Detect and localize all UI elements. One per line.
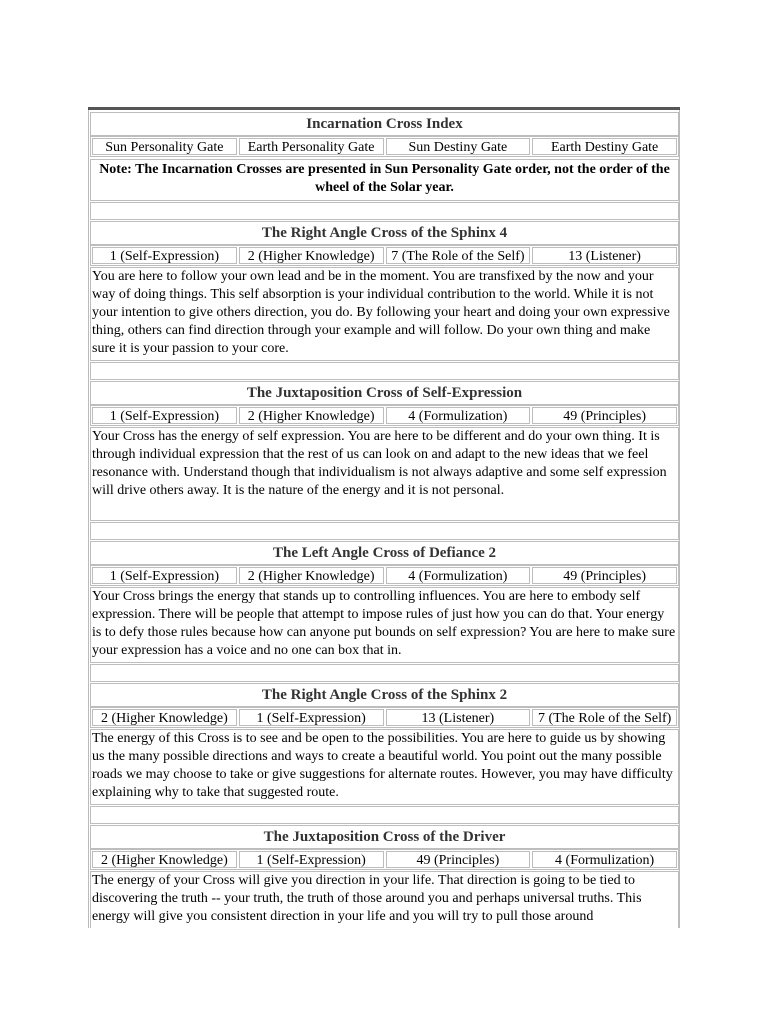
cross-title: The Left Angle Cross of Defiance 2 (90, 541, 679, 565)
cross-gates-row (90, 565, 679, 586)
column-earth-destiny-gate: Earth Destiny Gate (532, 138, 677, 155)
cross-gates-row (90, 849, 679, 870)
gate-cell: 4 (Formulization) (532, 851, 677, 868)
column-sun-personality-gate: Sun Personality Gate (92, 138, 237, 155)
gate-cell: 2 (Higher Knowledge) (92, 851, 237, 868)
gate-cell: 2 (Higher Knowledge) (239, 407, 384, 424)
cross-title: The Juxtaposition Cross of the Driver (90, 825, 679, 849)
spacer-row (90, 362, 679, 380)
gate-cell: 1 (Self-Expression) (92, 247, 237, 264)
gate-cell: 1 (Self-Expression) (239, 709, 384, 726)
index-note: Note: The Incarnation Crosses are presented in Sun Personality Gate order, not the order of the wheel of the Solar year. (90, 159, 679, 201)
column-earth-personality-gate: Earth Personality Gate (239, 138, 384, 155)
gate-cell: 2 (Higher Knowledge) (239, 247, 384, 264)
gate-cell: 49 (Principles) (386, 851, 531, 868)
spacer-row (90, 664, 679, 682)
cross-description: The energy of this Cross is to see and be open to the possibilities. You are here to guide us by showing us the many possible directions and ways to create a beautiful world. You point out the many possible roads we may choose to take or give suggestions for alternate routes. However, you may have difficulty explaining why to take that suggested route. (90, 729, 679, 805)
gate-cell: 13 (Listener) (386, 709, 531, 726)
gate-cell: 49 (Principles) (532, 407, 677, 424)
gate-cell: 1 (Self-Expression) (92, 567, 237, 584)
gate-cell: 1 (Self-Expression) (239, 851, 384, 868)
gate-cell: 49 (Principles) (532, 567, 677, 584)
index-columns-row (90, 136, 679, 157)
index-title: Incarnation Cross Index (90, 112, 679, 136)
column-sun-destiny-gate: Sun Destiny Gate (386, 138, 531, 155)
cross-title: The Juxtaposition Cross of Self-Expression (90, 381, 679, 405)
gate-cell: 7 (The Role of the Self) (532, 709, 677, 726)
cross-description: You are here to follow your own lead and be in the moment. You are transfixed by the now and your way of doing things. This self absorption is your individual contribution to the world. While it is not your intention to give others direction, you do. By following your heart and doing your own expressive thing, others can find direction through your example and will follow. Do your own thing and make sure it is your passion to your core. (90, 267, 679, 361)
cross-title: The Right Angle Cross of the Sphinx 2 (90, 683, 679, 707)
gate-cell: 1 (Self-Expression) (92, 407, 237, 424)
spacer-row (90, 522, 679, 540)
gate-cell: 4 (Formulization) (386, 407, 531, 424)
gate-cell: 2 (Higher Knowledge) (92, 709, 237, 726)
cross-description: The energy of your Cross will give you direction in your life. That direction is going to be tied to discovering the truth -- your truth, the truth of those around you and perhaps universal truths. This energy will give you consistent direction in your life and you will try to pull those around (90, 871, 679, 928)
cross-description: Your Cross brings the energy that stands up to controlling influences. You are here to embody self expression. There will be people that attempt to impose rules of just how you can do that. Your energy is to defy those rules because how can anyone put bounds on self expression? You are here to make sure your expression has a voice and no one can box that in. (90, 587, 679, 663)
spacer-row (90, 806, 679, 824)
cross-gates-row (90, 245, 679, 266)
cross-gates-row (90, 707, 679, 728)
gate-cell: 2 (Higher Knowledge) (239, 567, 384, 584)
gate-cell: 13 (Listener) (532, 247, 677, 264)
incarnation-cross-table (88, 110, 680, 928)
gate-cell: 7 (The Role of the Self) (386, 247, 531, 264)
spacer-row (90, 202, 679, 220)
cross-title: The Right Angle Cross of the Sphinx 4 (90, 221, 679, 245)
gate-cell: 4 (Formulization) (386, 567, 531, 584)
cross-gates-row (90, 405, 679, 426)
cross-description: Your Cross has the energy of self expression. You are here to be different and do your own thing. It is through individual expression that the rest of us can look on and adapt to the new ideas that we feel resonance with. Understand though that individualism is not always adaptive and some self expression will drive others away. It is the nature of the energy and it is not personal. (90, 427, 679, 521)
